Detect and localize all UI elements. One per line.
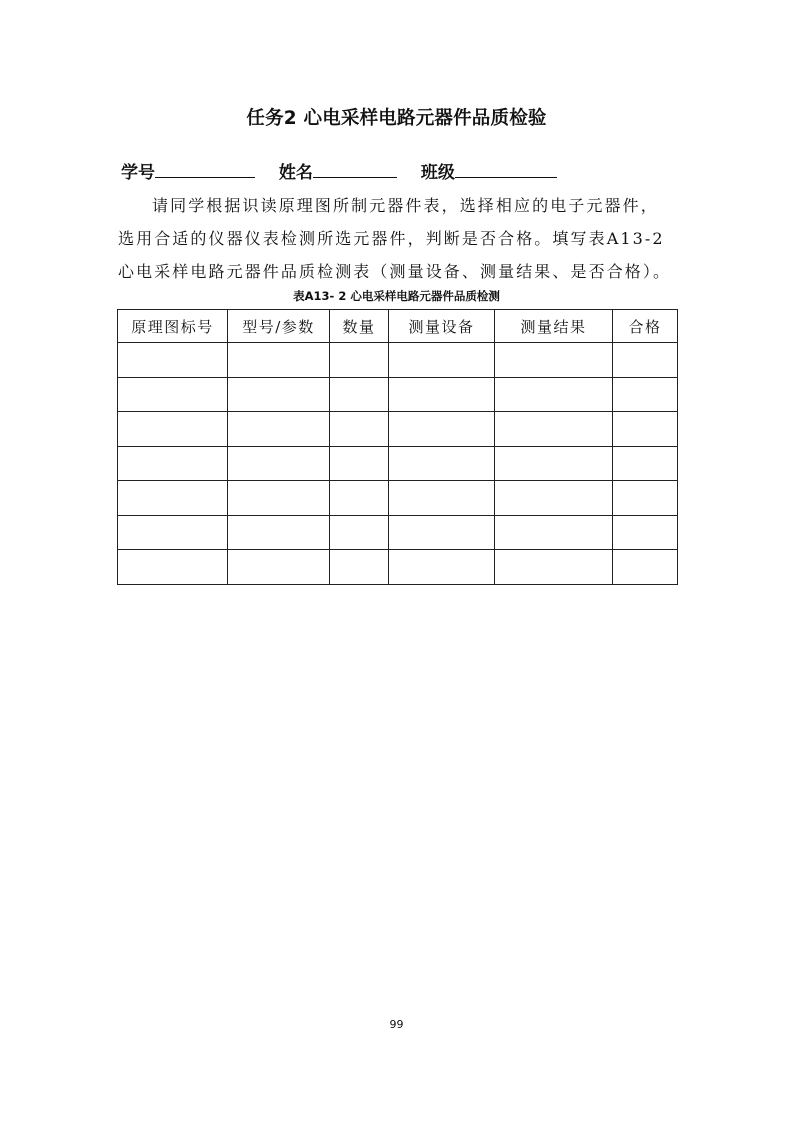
- table-cell[interactable]: [495, 446, 613, 481]
- table-header-row: [118, 310, 678, 343]
- table-cell[interactable]: [613, 412, 678, 447]
- table-cell[interactable]: [118, 481, 228, 516]
- table-cell[interactable]: [613, 481, 678, 516]
- table-row: [118, 515, 678, 550]
- header-qualified: 合格: [613, 310, 678, 343]
- table-cell[interactable]: [613, 377, 678, 412]
- instruction-paragraph: [118, 189, 678, 288]
- table-cell[interactable]: [613, 550, 678, 585]
- table-cell[interactable]: [330, 377, 389, 412]
- header-model-param: 型号/参数: [228, 310, 330, 343]
- table-cell[interactable]: [495, 377, 613, 412]
- student-id-field: [121, 158, 255, 183]
- instruction-line-1: 请同学根据识读原理图所制元器件表，选择相应的电子元器件，: [152, 196, 659, 215]
- page-number: 99: [389, 1018, 404, 1031]
- table-cell[interactable]: [228, 412, 330, 447]
- class-label: 班级: [420, 163, 455, 183]
- name-label: 姓名: [278, 163, 313, 183]
- student-id-blank[interactable]: [155, 163, 255, 178]
- table-cell[interactable]: [118, 412, 228, 447]
- instruction-line-3: 心电采样电路元器件品质检测表（测量设备、测量结果、是否合格）。: [118, 262, 672, 281]
- name-field: [279, 158, 397, 183]
- table-row: [118, 481, 678, 516]
- table-cell[interactable]: [330, 446, 389, 481]
- table-cell[interactable]: [389, 412, 495, 447]
- table-cell[interactable]: [389, 481, 495, 516]
- table-row: [118, 446, 678, 481]
- header-schematic-ref: 原理图标号: [118, 310, 228, 343]
- table-row: [118, 377, 678, 412]
- table-cell[interactable]: [495, 412, 613, 447]
- table-cell[interactable]: [330, 481, 389, 516]
- header-equipment: 测量设备: [389, 310, 495, 343]
- table-cell[interactable]: [330, 412, 389, 447]
- name-blank[interactable]: [313, 163, 397, 178]
- table-cell[interactable]: [389, 343, 495, 378]
- inspection-table: [117, 309, 678, 585]
- table-row: [118, 550, 678, 585]
- table-cell[interactable]: [330, 343, 389, 378]
- table-cell[interactable]: [495, 343, 613, 378]
- table-cell[interactable]: [228, 515, 330, 550]
- table-cell[interactable]: [495, 515, 613, 550]
- table-cell[interactable]: [389, 515, 495, 550]
- page-title: 任务2 心电采样电路元器件品质检验: [246, 108, 547, 129]
- table-cell[interactable]: [495, 550, 613, 585]
- header-quantity: 数量: [330, 310, 389, 343]
- table-cell[interactable]: [118, 377, 228, 412]
- table-cell[interactable]: [118, 550, 228, 585]
- table-cell[interactable]: [118, 515, 228, 550]
- table-cell[interactable]: [613, 343, 678, 378]
- table-cell[interactable]: [228, 550, 330, 585]
- table-cell[interactable]: [228, 481, 330, 516]
- class-field: [421, 158, 557, 183]
- student-info-fields: [121, 158, 575, 183]
- table-cell[interactable]: [228, 377, 330, 412]
- table-cell[interactable]: [389, 446, 495, 481]
- header-result: 测量结果: [495, 310, 613, 343]
- table-cell[interactable]: [118, 446, 228, 481]
- student-id-label: 学号: [121, 163, 155, 183]
- table-cell[interactable]: [118, 343, 228, 378]
- table-cell[interactable]: [330, 550, 389, 585]
- table-cell[interactable]: [389, 550, 495, 585]
- class-blank[interactable]: [455, 163, 557, 178]
- table-cell[interactable]: [228, 343, 330, 378]
- table-cell[interactable]: [613, 515, 678, 550]
- table-row: [118, 343, 678, 378]
- table-cell[interactable]: [389, 377, 495, 412]
- table-row: [118, 412, 678, 447]
- table-cell[interactable]: [228, 446, 330, 481]
- table-cell[interactable]: [613, 446, 678, 481]
- table-cell[interactable]: [495, 481, 613, 516]
- table-caption: 表A13- 2 心电采样电路元器件品质检测: [293, 289, 500, 303]
- table-cell[interactable]: [330, 515, 389, 550]
- instruction-line-2: 选用合适的仪器仪表检测所选元器件，判断是否合格。填写表A13-2: [118, 229, 665, 248]
